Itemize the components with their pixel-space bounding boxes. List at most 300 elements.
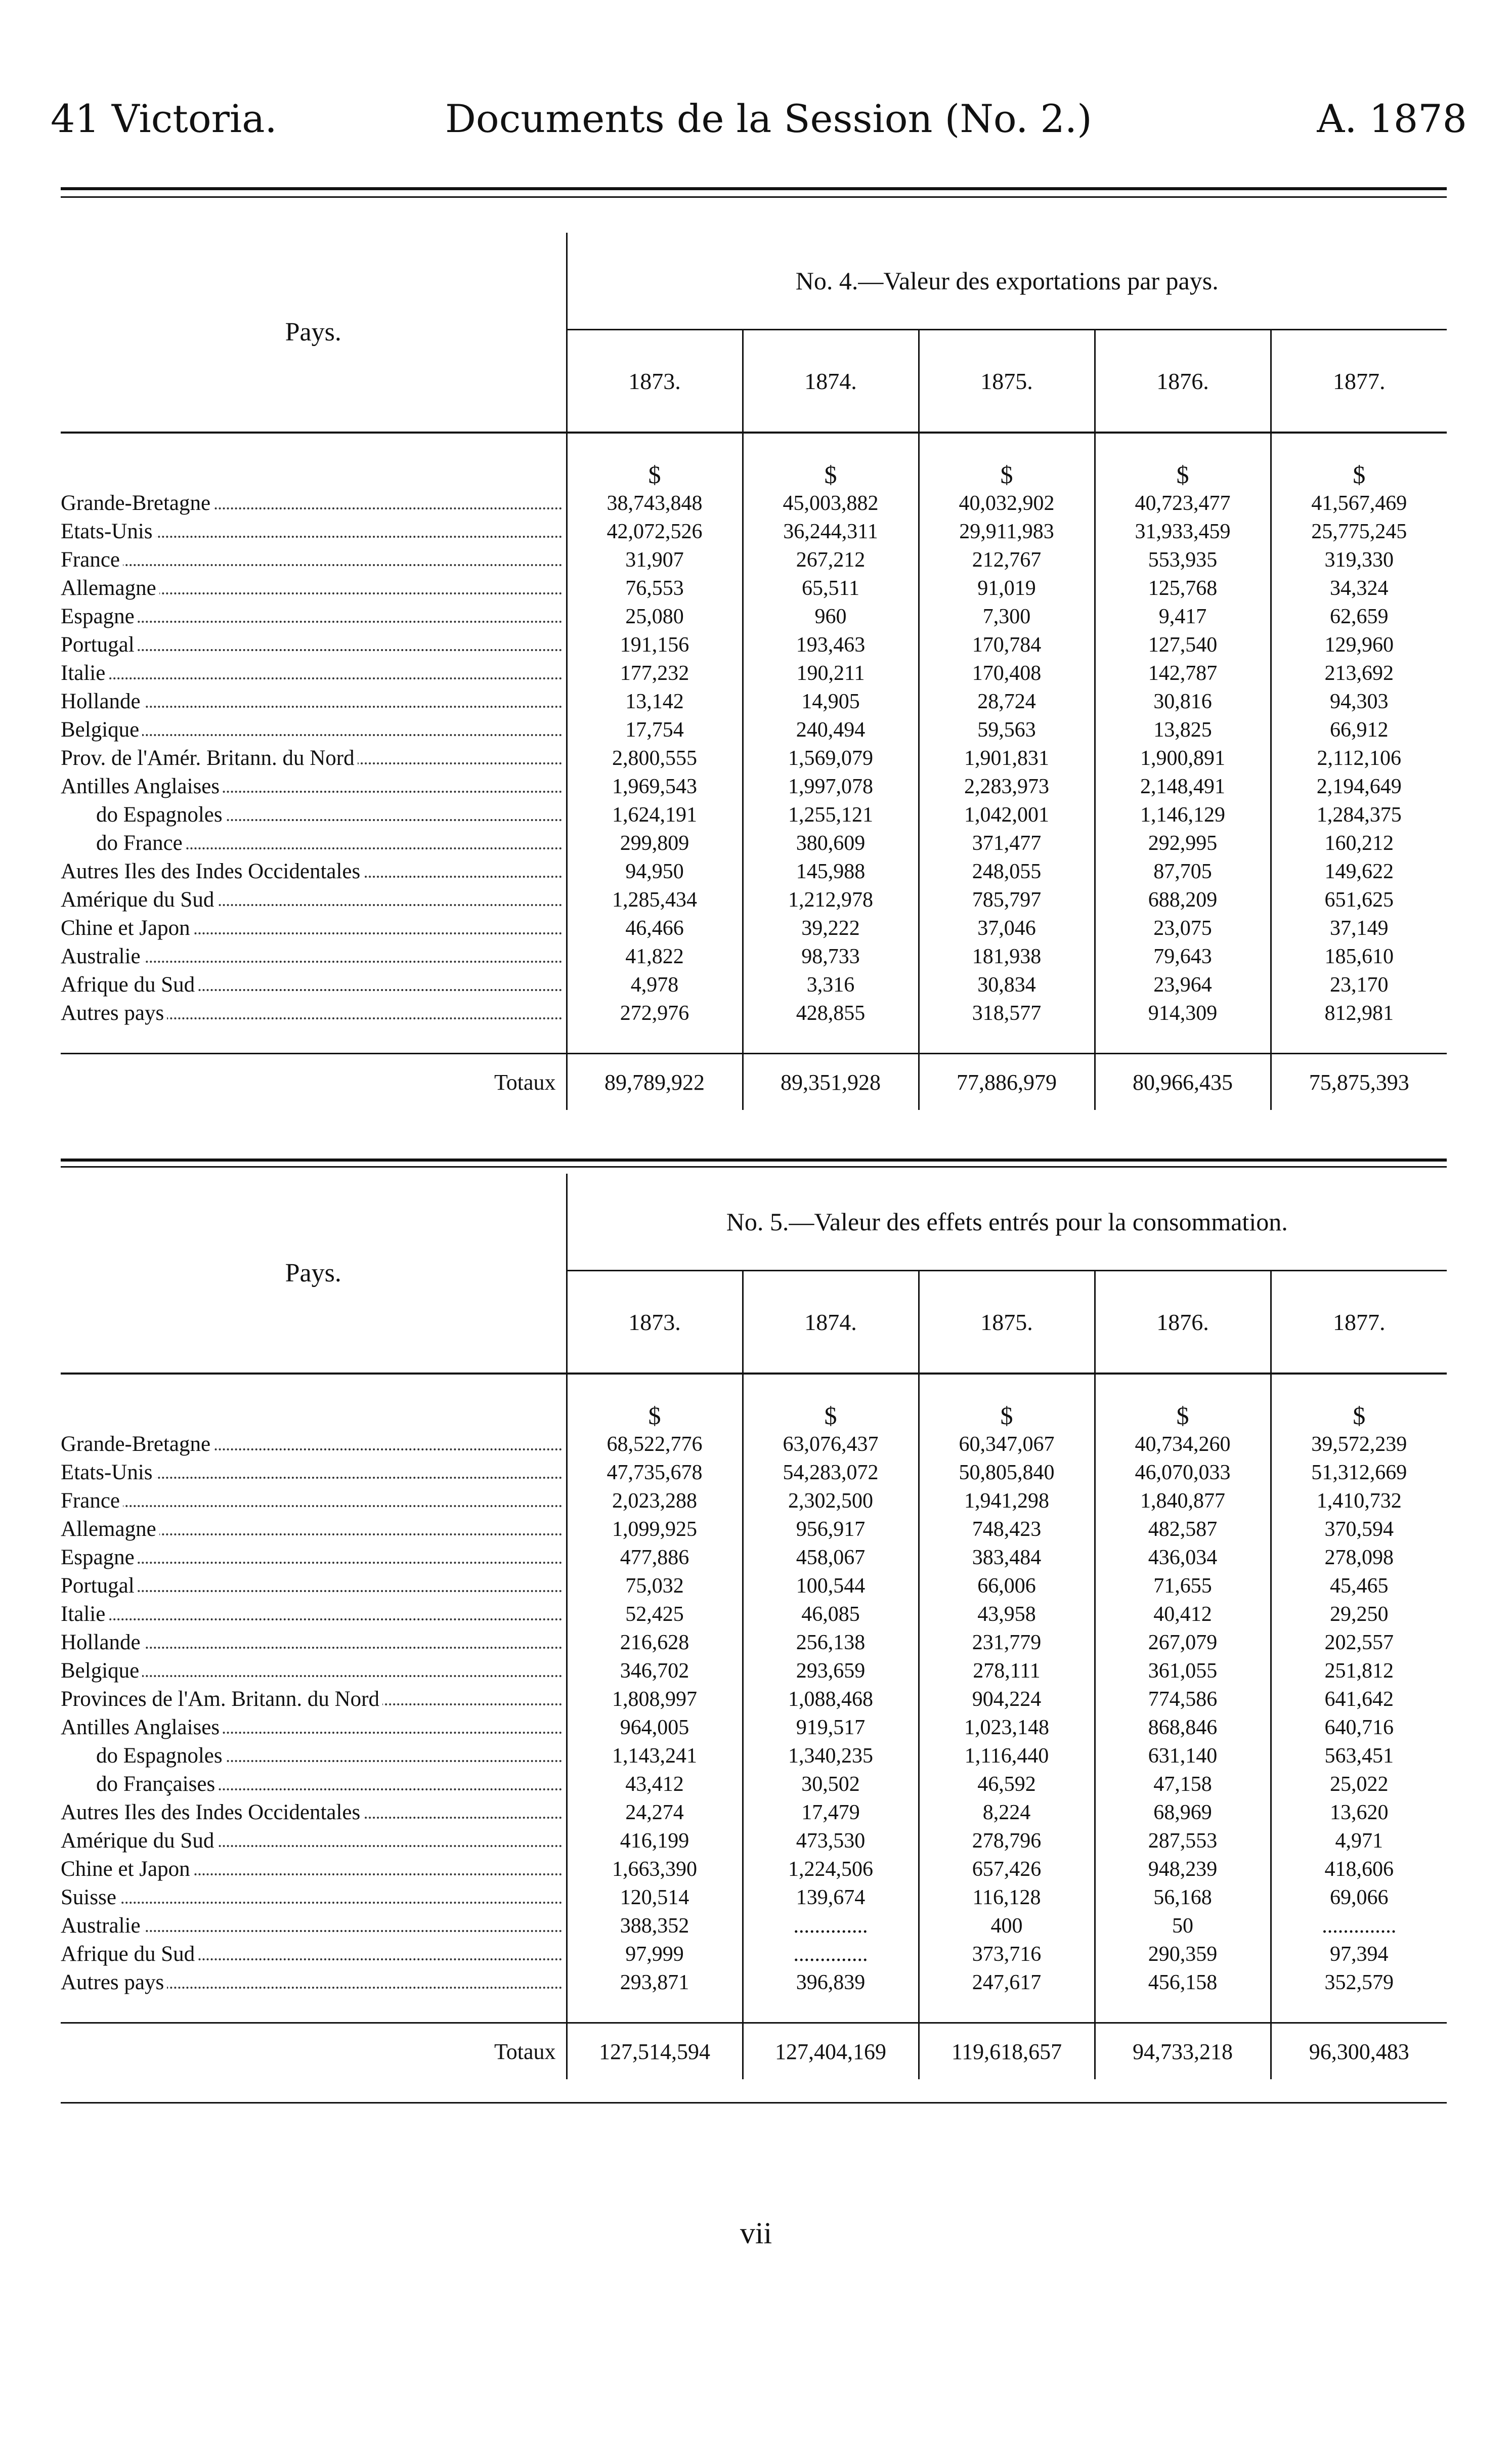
- total-value: 89,351,928: [743, 1054, 919, 1110]
- country-cell: [61, 829, 567, 857]
- table-row: [61, 1572, 1447, 1600]
- value-cell: 28,724: [919, 688, 1095, 716]
- country-label: Italie: [61, 661, 108, 685]
- value-cell: 66,006: [919, 1572, 1095, 1600]
- value-cell: 31,933,459: [1095, 518, 1271, 546]
- value-cell: 127,540: [1095, 631, 1271, 659]
- country-label: Belgique: [61, 718, 142, 742]
- country-label: Allemagne: [61, 1517, 159, 1541]
- value-cell: 41,822: [567, 942, 743, 971]
- value-cell: 785,797: [919, 886, 1095, 914]
- country-cell: [61, 546, 567, 574]
- country-label: France: [61, 548, 123, 572]
- value-cell: ..............: [743, 1912, 919, 1940]
- table-row: [61, 1628, 1447, 1657]
- value-cell: 190,211: [743, 659, 919, 688]
- spacer-cell: [567, 1997, 743, 2023]
- consumption-table: [61, 1174, 1447, 2079]
- value-cell: 13,620: [1271, 1798, 1447, 1827]
- value-cell: 62,659: [1271, 603, 1447, 631]
- value-cell: 42,072,526: [567, 518, 743, 546]
- value-cell: 1,099,925: [567, 1515, 743, 1543]
- value-cell: 416,199: [567, 1827, 743, 1855]
- value-cell: 1,212,978: [743, 886, 919, 914]
- value-cell: 9,417: [1095, 603, 1271, 631]
- value-cell: 47,735,678: [567, 1459, 743, 1487]
- table-row: [61, 688, 1447, 716]
- value-cell: 17,479: [743, 1798, 919, 1827]
- table-row: [61, 1798, 1447, 1827]
- total-row: [61, 1054, 1447, 1110]
- year-header: 1875.: [919, 330, 1095, 433]
- country-cell: [61, 716, 567, 744]
- header-year: A. 1878: [1317, 96, 1467, 141]
- currency-symbol: $: [567, 1374, 743, 1430]
- table-row: [61, 801, 1447, 829]
- country-label: do France: [61, 831, 186, 855]
- value-cell: 45,465: [1271, 1572, 1447, 1600]
- country-column-header: Pays.: [61, 1174, 567, 1374]
- table-row: [61, 1713, 1447, 1742]
- value-cell: 4,971: [1271, 1827, 1447, 1855]
- country-label: Prov. de l'Amér. Britann. du Nord: [61, 746, 358, 770]
- value-cell: 52,425: [567, 1600, 743, 1628]
- table-row: [61, 773, 1447, 801]
- year-header: 1874.: [743, 1271, 919, 1374]
- value-cell: 1,997,078: [743, 773, 919, 801]
- country-label: Portugal: [61, 1574, 138, 1598]
- value-cell: 17,754: [567, 716, 743, 744]
- exports-table-body: [61, 433, 1447, 1110]
- value-cell: 181,938: [919, 942, 1095, 971]
- table-row: [61, 1770, 1447, 1798]
- country-label: Belgique: [61, 1659, 142, 1683]
- total-value: 96,300,483: [1271, 2023, 1447, 2080]
- country-cell: [61, 1798, 567, 1827]
- value-cell: 97,394: [1271, 1940, 1447, 1968]
- year-header: 1877.: [1271, 1271, 1447, 1374]
- value-cell: 185,610: [1271, 942, 1447, 971]
- value-cell: 2,283,973: [919, 773, 1095, 801]
- spacer-cell: [567, 1027, 743, 1054]
- total-value: 127,514,594: [567, 2023, 743, 2080]
- value-cell: 428,855: [743, 999, 919, 1027]
- table-row: [61, 1883, 1447, 1912]
- table-row: [61, 1855, 1447, 1883]
- country-label: do Espagnoles: [61, 1744, 226, 1768]
- country-cell: [61, 1883, 567, 1912]
- total-row: [61, 2023, 1447, 2080]
- spacer-cell: [1271, 1997, 1447, 2023]
- value-cell: 418,606: [1271, 1855, 1447, 1883]
- value-cell: 79,643: [1095, 942, 1271, 971]
- value-cell: 29,250: [1271, 1600, 1447, 1628]
- spacer-cell: [919, 1027, 1095, 1054]
- value-cell: 231,779: [919, 1628, 1095, 1657]
- value-cell: 30,502: [743, 1770, 919, 1798]
- value-cell: 373,716: [919, 1940, 1095, 1968]
- value-cell: 45,003,882: [743, 489, 919, 518]
- value-cell: 278,098: [1271, 1543, 1447, 1572]
- currency-row: [61, 433, 1447, 489]
- total-value: 89,789,922: [567, 1054, 743, 1110]
- value-cell: 352,579: [1271, 1968, 1447, 1997]
- value-cell: 25,775,245: [1271, 518, 1447, 546]
- country-cell: [61, 1855, 567, 1883]
- value-cell: 63,076,437: [743, 1430, 919, 1459]
- value-cell: 1,146,129: [1095, 801, 1271, 829]
- value-cell: 1,840,877: [1095, 1487, 1271, 1515]
- country-label: Autres Iles des Indes Occidentales: [61, 860, 363, 883]
- value-cell: 371,477: [919, 829, 1095, 857]
- value-cell: 30,816: [1095, 688, 1271, 716]
- country-label: Antilles Anglaises: [61, 775, 223, 798]
- value-cell: 477,886: [567, 1543, 743, 1572]
- value-cell: 46,085: [743, 1600, 919, 1628]
- country-cell: [61, 744, 567, 773]
- country-cell: [61, 1968, 567, 1997]
- country-label: Espagne: [61, 1546, 138, 1569]
- value-cell: 240,494: [743, 716, 919, 744]
- value-cell: 120,514: [567, 1883, 743, 1912]
- value-cell: 4,978: [567, 971, 743, 999]
- country-cell: [61, 1827, 567, 1855]
- value-cell: 40,412: [1095, 1600, 1271, 1628]
- value-cell: 361,055: [1095, 1657, 1271, 1685]
- value-cell: 76,553: [567, 574, 743, 603]
- table-row: [61, 1430, 1447, 1459]
- value-cell: 267,212: [743, 546, 919, 574]
- value-cell: 30,834: [919, 971, 1095, 999]
- value-cell: 177,232: [567, 659, 743, 688]
- value-cell: 914,309: [1095, 999, 1271, 1027]
- total-value: 77,886,979: [919, 1054, 1095, 1110]
- value-cell: 2,112,106: [1271, 744, 1447, 773]
- table-row: [61, 716, 1447, 744]
- country-cell: [61, 1685, 567, 1713]
- table-row: [61, 1487, 1447, 1515]
- value-cell: 812,981: [1271, 999, 1447, 1027]
- value-cell: 75,032: [567, 1572, 743, 1600]
- value-cell: 1,663,390: [567, 1855, 743, 1883]
- country-cell: [61, 971, 567, 999]
- country-label: Autres Iles des Indes Occidentales: [61, 1800, 363, 1824]
- value-cell: 37,046: [919, 914, 1095, 942]
- value-cell: 50,805,840: [919, 1459, 1095, 1487]
- value-cell: 191,156: [567, 631, 743, 659]
- table-row: [61, 1600, 1447, 1628]
- value-cell: 640,716: [1271, 1713, 1447, 1742]
- total-value: 119,618,657: [919, 2023, 1095, 2080]
- year-header: 1875.: [919, 1271, 1095, 1374]
- value-cell: 216,628: [567, 1628, 743, 1657]
- table-row: [61, 999, 1447, 1027]
- value-cell: 868,846: [1095, 1713, 1271, 1742]
- table-title: No. 5.—Valeur des effets entrés pour la consommation.: [567, 1174, 1447, 1271]
- country-cell: [61, 1628, 567, 1657]
- top-rule-thin: [61, 196, 1447, 198]
- table-row: [61, 886, 1447, 914]
- country-cell: [61, 631, 567, 659]
- value-cell: 388,352: [567, 1912, 743, 1940]
- country-cell: [61, 1487, 567, 1515]
- value-cell: 29,911,983: [919, 518, 1095, 546]
- country-label: do Françaises: [61, 1772, 218, 1796]
- table-row: [61, 1543, 1447, 1572]
- country-cell: [61, 1459, 567, 1487]
- value-cell: 267,079: [1095, 1628, 1271, 1657]
- country-label: France: [61, 1489, 123, 1513]
- value-cell: 91,019: [919, 574, 1095, 603]
- value-cell: 170,408: [919, 659, 1095, 688]
- country-cell: [61, 801, 567, 829]
- table-row: [61, 603, 1447, 631]
- value-cell: 71,655: [1095, 1572, 1271, 1600]
- value-cell: 319,330: [1271, 546, 1447, 574]
- country-cell: [61, 857, 567, 886]
- value-cell: 456,158: [1095, 1968, 1271, 1997]
- middle-rule-thin: [61, 1166, 1447, 1168]
- country-label: Hollande: [61, 1631, 144, 1654]
- value-cell: 38,743,848: [567, 489, 743, 518]
- table-row: [61, 914, 1447, 942]
- country-cell: [61, 1770, 567, 1798]
- spacer-cell: [61, 1027, 567, 1054]
- value-cell: 202,557: [1271, 1628, 1447, 1657]
- value-cell: 251,812: [1271, 1657, 1447, 1685]
- country-cell: [61, 489, 567, 518]
- value-cell: 139,674: [743, 1883, 919, 1912]
- currency-symbol: $: [743, 1374, 919, 1430]
- spacer-cell: [743, 1027, 919, 1054]
- country-label: Hollande: [61, 690, 144, 713]
- value-cell: 774,586: [1095, 1685, 1271, 1713]
- value-cell: 68,969: [1095, 1798, 1271, 1827]
- value-cell: 65,511: [743, 574, 919, 603]
- value-cell: 318,577: [919, 999, 1095, 1027]
- value-cell: 1,410,732: [1271, 1487, 1447, 1515]
- table-row: [61, 1940, 1447, 1968]
- value-cell: 380,609: [743, 829, 919, 857]
- value-cell: 100,544: [743, 1572, 919, 1600]
- value-cell: 116,128: [919, 1883, 1095, 1912]
- value-cell: 43,958: [919, 1600, 1095, 1628]
- value-cell: 948,239: [1095, 1855, 1271, 1883]
- value-cell: 145,988: [743, 857, 919, 886]
- total-value: 80,966,435: [1095, 1054, 1271, 1110]
- table-title: No. 4.—Valeur des exportations par pays.: [567, 233, 1447, 330]
- country-cell: [61, 1515, 567, 1543]
- value-cell: 41,567,469: [1271, 489, 1447, 518]
- country-label: Italie: [61, 1602, 108, 1626]
- value-cell: 1,340,235: [743, 1742, 919, 1770]
- country-cell: [61, 886, 567, 914]
- value-cell: 293,871: [567, 1968, 743, 1997]
- year-header: 1873.: [567, 330, 743, 433]
- value-cell: 36,244,311: [743, 518, 919, 546]
- value-cell: 1,808,997: [567, 1685, 743, 1713]
- consumption-table-body: [61, 1374, 1447, 2079]
- page-number: vii: [740, 2216, 772, 2250]
- country-label: Chine et Japon: [61, 1857, 193, 1881]
- value-cell: 87,705: [1095, 857, 1271, 886]
- top-rule: [61, 187, 1447, 190]
- country-label: do Espagnoles: [61, 803, 226, 827]
- value-cell: 346,702: [567, 1657, 743, 1685]
- value-cell: 60,347,067: [919, 1430, 1095, 1459]
- country-label: Etats-Unis: [61, 520, 156, 543]
- value-cell: 1,224,506: [743, 1855, 919, 1883]
- currency-symbol: $: [743, 433, 919, 489]
- value-cell: 563,451: [1271, 1742, 1447, 1770]
- value-cell: 1,900,891: [1095, 744, 1271, 773]
- total-value: 127,404,169: [743, 2023, 919, 2080]
- value-cell: 212,767: [919, 546, 1095, 574]
- value-cell: 1,624,191: [567, 801, 743, 829]
- value-cell: 1,042,001: [919, 801, 1095, 829]
- value-cell: 287,553: [1095, 1827, 1271, 1855]
- table-row: [61, 857, 1447, 886]
- value-cell: 149,622: [1271, 857, 1447, 886]
- value-cell: 641,642: [1271, 1685, 1447, 1713]
- country-label: Espagne: [61, 605, 138, 628]
- country-cell: [61, 1940, 567, 1968]
- currency-symbol: $: [1271, 1374, 1447, 1430]
- value-cell: 651,625: [1271, 886, 1447, 914]
- value-cell: 400: [919, 1912, 1095, 1940]
- value-cell: 51,312,669: [1271, 1459, 1447, 1487]
- header-title: Documents de la Session (No. 2.): [445, 96, 1092, 141]
- value-cell: 24,274: [567, 1798, 743, 1827]
- value-cell: 39,572,239: [1271, 1430, 1447, 1459]
- country-label: Allemagne: [61, 576, 159, 600]
- year-header: 1874.: [743, 330, 919, 433]
- country-label: Afrique du Sud: [61, 973, 198, 997]
- country-label: Portugal: [61, 633, 138, 657]
- table-exports-section: [61, 233, 1447, 1164]
- country-cell: [61, 999, 567, 1027]
- page-header: [51, 86, 1467, 152]
- country-label: Grande-Bretagne: [61, 491, 213, 515]
- table-row: [61, 546, 1447, 574]
- value-cell: 69,066: [1271, 1883, 1447, 1912]
- value-cell: 39,222: [743, 914, 919, 942]
- currency-symbol: $: [1095, 1374, 1271, 1430]
- value-cell: 292,995: [1095, 829, 1271, 857]
- value-cell: 1,569,079: [743, 744, 919, 773]
- country-cell: [61, 518, 567, 546]
- country-cell: [61, 1742, 567, 1770]
- value-cell: 46,070,033: [1095, 1459, 1271, 1487]
- value-cell: 919,517: [743, 1713, 919, 1742]
- value-cell: 688,209: [1095, 886, 1271, 914]
- value-cell: 1,285,434: [567, 886, 743, 914]
- value-cell: 59,563: [919, 716, 1095, 744]
- country-label: Grande-Bretagne: [61, 1432, 213, 1456]
- value-cell: 436,034: [1095, 1543, 1271, 1572]
- spacer-row: [61, 1027, 1447, 1054]
- year-header: 1873.: [567, 1271, 743, 1374]
- year-header: 1876.: [1095, 330, 1271, 433]
- value-cell: 23,075: [1095, 914, 1271, 942]
- table-row: [61, 971, 1447, 999]
- spacer-cell: [919, 1997, 1095, 2023]
- value-cell: 1,941,298: [919, 1487, 1095, 1515]
- spacer-cell: [1271, 1027, 1447, 1054]
- year-header: 1876.: [1095, 1271, 1271, 1374]
- currency-spacer: [61, 1374, 567, 1430]
- value-cell: 473,530: [743, 1827, 919, 1855]
- country-cell: [61, 688, 567, 716]
- value-cell: 68,522,776: [567, 1430, 743, 1459]
- value-cell: 40,734,260: [1095, 1430, 1271, 1459]
- value-cell: 34,324: [1271, 574, 1447, 603]
- value-cell: 299,809: [567, 829, 743, 857]
- country-cell: [61, 942, 567, 971]
- value-cell: 14,905: [743, 688, 919, 716]
- value-cell: 247,617: [919, 1968, 1095, 1997]
- country-cell: [61, 1543, 567, 1572]
- value-cell: 129,960: [1271, 631, 1447, 659]
- country-label: Australie: [61, 1914, 144, 1938]
- country-label: Antilles Anglaises: [61, 1716, 223, 1739]
- value-cell: 458,067: [743, 1543, 919, 1572]
- value-cell: 1,255,121: [743, 801, 919, 829]
- header-session: 41 Victoria.: [51, 96, 277, 141]
- value-cell: 553,935: [1095, 546, 1271, 574]
- value-cell: 142,787: [1095, 659, 1271, 688]
- value-cell: 248,055: [919, 857, 1095, 886]
- value-cell: 960: [743, 603, 919, 631]
- table-row: [61, 1459, 1447, 1487]
- value-cell: 13,142: [567, 688, 743, 716]
- value-cell: 256,138: [743, 1628, 919, 1657]
- value-cell: 482,587: [1095, 1515, 1271, 1543]
- value-cell: 94,950: [567, 857, 743, 886]
- table-row: [61, 574, 1447, 603]
- value-cell: 1,143,241: [567, 1742, 743, 1770]
- table-row: [61, 1912, 1447, 1940]
- table-row: [61, 1968, 1447, 1997]
- country-cell: [61, 1572, 567, 1600]
- value-cell: 97,999: [567, 1940, 743, 1968]
- value-cell: 748,423: [919, 1515, 1095, 1543]
- value-cell: 160,212: [1271, 829, 1447, 857]
- value-cell: 7,300: [919, 603, 1095, 631]
- value-cell: 54,283,072: [743, 1459, 919, 1487]
- table-row: [61, 1827, 1447, 1855]
- table-row: [61, 518, 1447, 546]
- middle-rule: [61, 1159, 1447, 1162]
- value-cell: 47,158: [1095, 1770, 1271, 1798]
- value-cell: 193,463: [743, 631, 919, 659]
- country-label: Afrique du Sud: [61, 1942, 198, 1966]
- value-cell: 25,022: [1271, 1770, 1447, 1798]
- table-row: [61, 1742, 1447, 1770]
- currency-spacer: [61, 433, 567, 489]
- table-row: [61, 1515, 1447, 1543]
- value-cell: 23,170: [1271, 971, 1447, 999]
- value-cell: ..............: [1271, 1912, 1447, 1940]
- value-cell: 23,964: [1095, 971, 1271, 999]
- country-label: Autres pays: [61, 1001, 167, 1025]
- value-cell: 1,088,468: [743, 1685, 919, 1713]
- value-cell: 1,116,440: [919, 1742, 1095, 1770]
- country-label: Suisse: [61, 1885, 119, 1909]
- value-cell: 2,023,288: [567, 1487, 743, 1515]
- value-cell: 396,839: [743, 1968, 919, 1997]
- value-cell: 94,303: [1271, 688, 1447, 716]
